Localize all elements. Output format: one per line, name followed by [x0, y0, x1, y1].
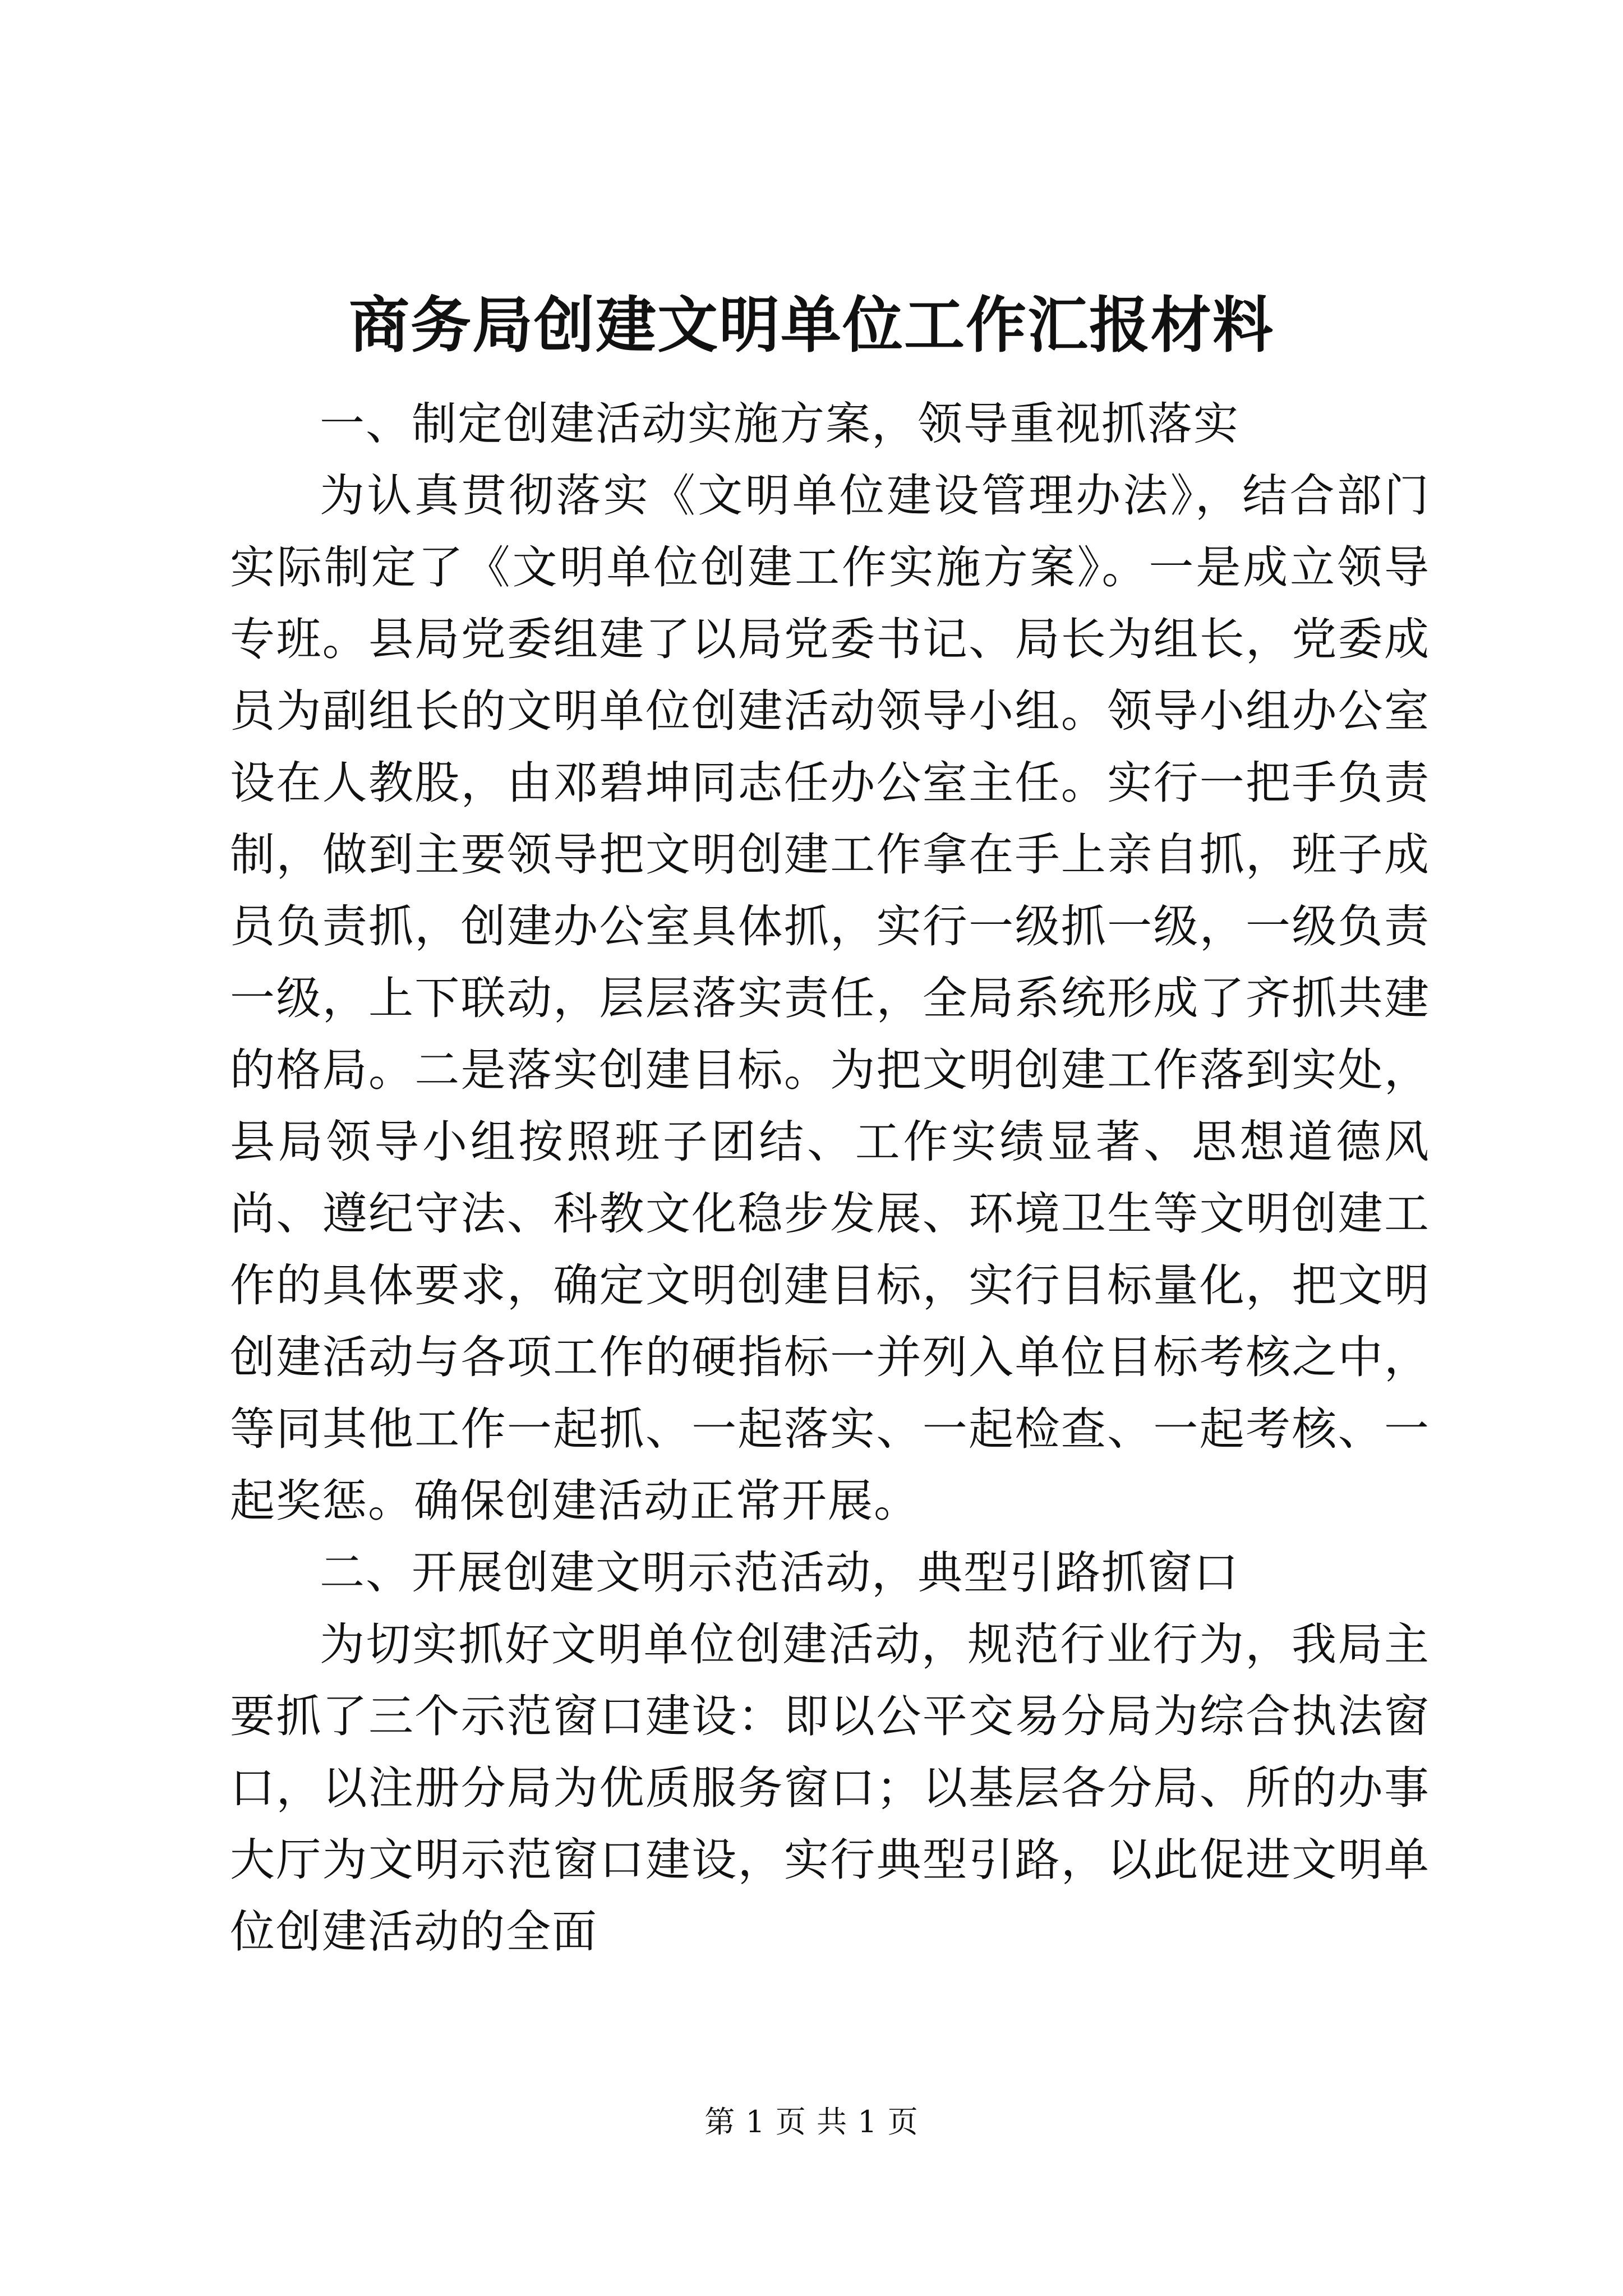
section-paragraph-1: 为认真贯彻落实《文明单位建设管理办法》，结合部门实际制定了《文明单位创建工作实施方案》。一是成立领导专班。县局党委组建了以局党委书记、局长为组长，党委成员为副组长的文明单位创建活动领导小组。领导小组办公室设在人教股，由邓碧坤同志任办公室主任。实行一把手负责制，做到主要领导把文明创建工作拿在手上亲自抓，班子成员负责抓，创建办公室具体抓，实行一级抓一级，一级负责一级，上下联动，层层落实责任，全局系统形成了齐抓共建的格局。二是落实创建目标。为把文明创建工作落到实处，县局领导小组按照班子团结、工作实绩显著、思想道德风尚、遵纪守法、科教文化稳步发展、环境卫生等文明创建工作的具体要求，确定文明创建目标，实行目标量化，把文明创建活动与各项工作的硬指标一并列入单位目标考核之中，等同其他工作一起抓、一起落实、一起检查、一起考核、一起奖惩。确保创建活动正常开展。	[230, 470, 1430, 1527]
section-paragraph-2: 为切实抓好文明单位创建活动，规范行业行为，我局主要抓了三个示范窗口建设：即以公平交易分局为综合执法窗口，以注册分局为优质服务窗口；以基层各分局、所的办事大厅为文明示范窗口建设，实行典型引路，以此促进文明单位创建活动的全面	[230, 1618, 1430, 1958]
page-footer	[0, 2102, 1623, 2142]
page-number-label: 第 1 页 共 1 页	[704, 2104, 919, 2139]
document-title: 商务局创建文明单位工作汇报材料	[348, 290, 1274, 361]
section-heading-2: 二、开展创建文明示范活动，典型引路抓窗口	[320, 1547, 1239, 1599]
document-body	[230, 388, 1430, 1968]
section-heading-1: 一、制定创建活动实施方案，领导重视抓落实	[320, 398, 1239, 450]
